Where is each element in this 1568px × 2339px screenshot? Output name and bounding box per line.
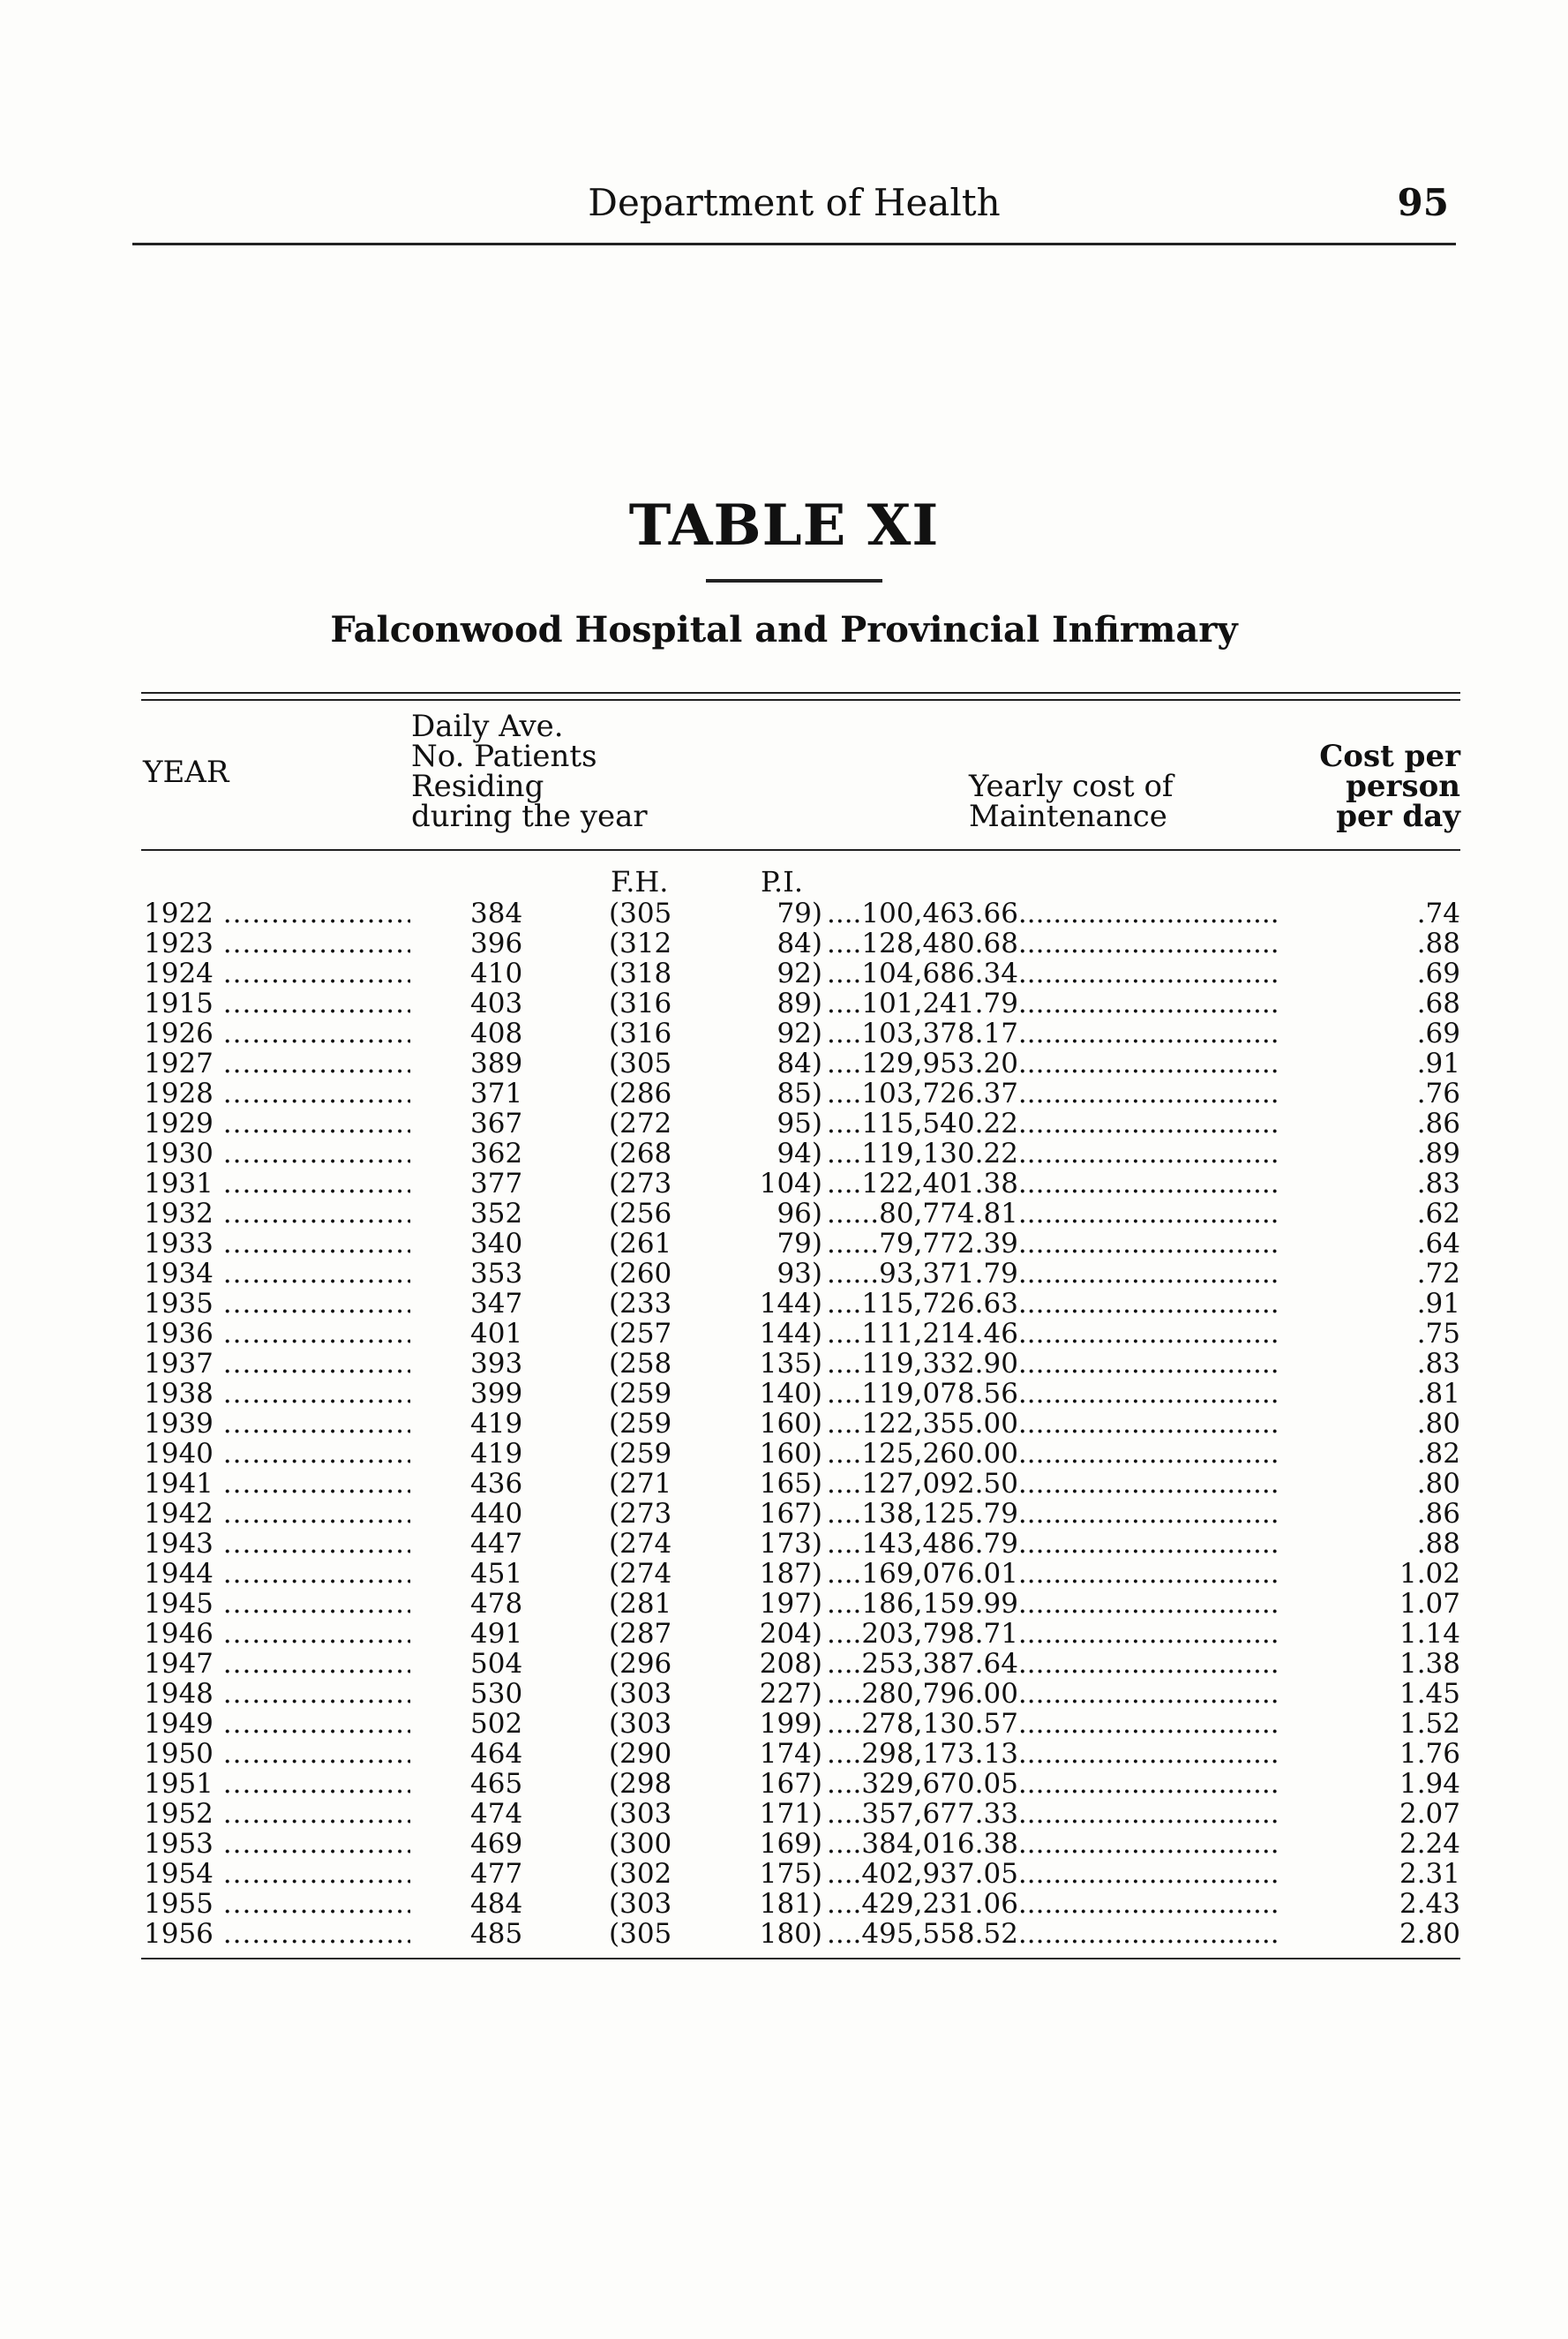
- patients-cell: 347: [470, 1288, 523, 1320]
- header-cost-per-person-line-1: Cost per: [1319, 739, 1460, 774]
- cost-per-day-cell: .76: [1416, 1078, 1460, 1109]
- year-cell: 1932 .....: [144, 1199, 410, 1229]
- year-cell: 1945 .....: [144, 1589, 410, 1619]
- year-cell: 1929 .....: [144, 1109, 410, 1139]
- table-row: [0, 1889, 1568, 1919]
- patients-cell: 408: [470, 1018, 523, 1049]
- yearly-cost-cell: ....186,159.99..............................: [827, 1589, 1279, 1619]
- pi-cell: 204): [759, 1618, 822, 1650]
- yearly-cost-cell: ....119,078.56..............................: [827, 1379, 1279, 1409]
- year-cell: 1937 .....: [144, 1349, 410, 1379]
- fh-cell: (303: [609, 1798, 672, 1830]
- table-row: [0, 1619, 1568, 1649]
- pi-cell: 135): [759, 1348, 822, 1380]
- fh-cell: (256: [609, 1198, 672, 1230]
- pi-cell: 173): [759, 1528, 822, 1560]
- year-cell: 1954 .....: [144, 1859, 410, 1889]
- fh-cell: (261: [609, 1228, 672, 1260]
- cost-per-day-cell: 2.24: [1399, 1828, 1460, 1860]
- fh-cell: (281: [609, 1588, 672, 1620]
- table-row: [0, 1409, 1568, 1439]
- pi-cell: 94): [776, 1138, 822, 1170]
- yearly-cost-cell: ....402,937.05..............................: [827, 1859, 1279, 1889]
- table-row: [0, 1499, 1568, 1529]
- patients-cell: 451: [470, 1558, 523, 1590]
- cost-per-day-cell: .80: [1416, 1468, 1460, 1500]
- cost-per-day-cell: .75: [1416, 1318, 1460, 1350]
- pi-cell: 160): [759, 1438, 822, 1470]
- pi-cell: 92): [776, 1018, 822, 1049]
- pi-cell: 96): [776, 1198, 822, 1230]
- table-row: [0, 1529, 1568, 1559]
- header-daily-line-2: No. Patients: [411, 739, 597, 774]
- pi-cell: 144): [759, 1288, 822, 1320]
- header-rule-bottom: [141, 849, 1460, 851]
- cost-per-day-cell: 1.45: [1399, 1678, 1460, 1710]
- table-row: [0, 1709, 1568, 1739]
- patients-cell: 484: [470, 1888, 523, 1920]
- patients-cell: 477: [470, 1858, 523, 1890]
- fh-cell: (273: [609, 1168, 672, 1200]
- pi-cell: 160): [759, 1408, 822, 1440]
- cost-per-day-cell: 1.14: [1399, 1618, 1460, 1650]
- table-row: [0, 1379, 1568, 1409]
- cost-per-day-cell: .81: [1416, 1378, 1460, 1410]
- table-row: [0, 1589, 1568, 1619]
- year-cell: 1923 .....: [144, 929, 410, 959]
- pi-cell: 165): [759, 1468, 822, 1500]
- pi-cell: 85): [776, 1078, 822, 1109]
- yearly-cost-cell: ....111,214.46..............................: [827, 1319, 1279, 1349]
- table-row: [0, 989, 1568, 1019]
- table-row: [0, 1199, 1568, 1229]
- table-row: [0, 1919, 1568, 1949]
- table-row: [0, 1739, 1568, 1769]
- cost-per-day-cell: .74: [1416, 898, 1460, 929]
- header-yearly-cost-line-2: Maintenance: [969, 799, 1167, 834]
- patients-cell: 371: [470, 1078, 523, 1109]
- yearly-cost-cell: ....169,076.01..............................: [827, 1559, 1279, 1589]
- year-cell: 1953 .....: [144, 1829, 410, 1859]
- table-row: [0, 1139, 1568, 1169]
- table-rule-bottom: [141, 1958, 1460, 1959]
- fh-cell: (273: [609, 1498, 672, 1530]
- year-cell: 1935 .....: [144, 1289, 410, 1319]
- patients-cell: 465: [470, 1768, 523, 1800]
- fh-cell: (233: [609, 1288, 672, 1320]
- yearly-cost-cell: ....128,480.68..............................: [827, 929, 1279, 959]
- fh-cell: (305: [609, 898, 672, 929]
- patients-cell: 474: [470, 1798, 523, 1830]
- year-cell: 1931 .....: [144, 1169, 410, 1199]
- year-cell: 1955 .....: [144, 1889, 410, 1919]
- patients-cell: 362: [470, 1138, 523, 1170]
- patients-cell: 401: [470, 1318, 523, 1350]
- patients-cell: 367: [470, 1108, 523, 1139]
- pi-cell: 227): [759, 1678, 822, 1710]
- yearly-cost-cell: ....129,953.20..............................: [827, 1049, 1279, 1079]
- fh-cell: (303: [609, 1888, 672, 1920]
- running-head-title: Department of Health: [588, 181, 1001, 224]
- yearly-cost-cell: ....104,686.34..............................: [827, 959, 1279, 989]
- year-cell: 1938 .....: [144, 1379, 410, 1409]
- pi-cell: 92): [776, 958, 822, 989]
- yearly-cost-cell: ....384,016.38..............................: [827, 1829, 1279, 1859]
- year-cell: 1936 .....: [144, 1319, 410, 1349]
- yearly-cost-cell: ....103,378.17..............................: [827, 1019, 1279, 1049]
- fh-cell: (302: [609, 1858, 672, 1890]
- patients-cell: 464: [470, 1738, 523, 1770]
- table-row: [0, 1019, 1568, 1049]
- year-cell: 1950 .....: [144, 1739, 410, 1769]
- header-year: YEAR: [143, 755, 229, 790]
- yearly-cost-cell: ....103,726.37..............................: [827, 1079, 1279, 1109]
- fh-cell: (300: [609, 1828, 672, 1860]
- patients-cell: 502: [470, 1708, 523, 1740]
- cost-per-day-cell: 1.38: [1399, 1648, 1460, 1680]
- yearly-cost-cell: ....429,231.06..............................: [827, 1889, 1279, 1919]
- fh-cell: (271: [609, 1468, 672, 1500]
- header-daily-line-1: Daily Ave.: [411, 709, 564, 744]
- yearly-cost-cell: ......79,772.39..............................: [827, 1229, 1279, 1259]
- patients-cell: 403: [470, 988, 523, 1019]
- table-row: [0, 1649, 1568, 1679]
- table-row: [0, 959, 1568, 989]
- table-row: [0, 899, 1568, 929]
- year-cell: 1943 .....: [144, 1529, 410, 1559]
- cost-per-day-cell: .86: [1416, 1108, 1460, 1139]
- yearly-cost-cell: ....278,130.57..............................: [827, 1709, 1279, 1739]
- table-row: [0, 1319, 1568, 1349]
- fh-cell: (286: [609, 1078, 672, 1109]
- table-row: [0, 1049, 1568, 1079]
- cost-per-day-cell: .68: [1416, 988, 1460, 1019]
- patients-cell: 340: [470, 1228, 523, 1260]
- pi-cell: 171): [759, 1798, 822, 1830]
- fh-cell: (259: [609, 1438, 672, 1470]
- cost-per-day-cell: .86: [1416, 1498, 1460, 1530]
- cost-per-day-cell: 1.76: [1399, 1738, 1460, 1770]
- fh-cell: (258: [609, 1348, 672, 1380]
- cost-per-day-cell: 1.52: [1399, 1708, 1460, 1740]
- fh-cell: (274: [609, 1528, 672, 1560]
- cost-per-day-cell: 1.02: [1399, 1558, 1460, 1590]
- year-cell: 1926 .....: [144, 1019, 410, 1049]
- year-cell: 1941 .....: [144, 1469, 410, 1499]
- yearly-cost-cell: ....329,670.05..............................: [827, 1769, 1279, 1799]
- yearly-cost-cell: ....122,401.38..............................: [827, 1169, 1279, 1199]
- pi-cell: 144): [759, 1318, 822, 1350]
- patients-cell: 440: [470, 1498, 523, 1530]
- pi-cell: 104): [759, 1168, 822, 1200]
- cost-per-day-cell: .82: [1416, 1438, 1460, 1470]
- fh-cell: (318: [609, 958, 672, 989]
- fh-cell: (303: [609, 1708, 672, 1740]
- yearly-cost-cell: ....119,332.90..............................: [827, 1349, 1279, 1379]
- cost-per-day-cell: .91: [1416, 1048, 1460, 1079]
- pi-cell: 140): [759, 1378, 822, 1410]
- subheader-pi: P.I.: [761, 865, 804, 899]
- patients-cell: 410: [470, 958, 523, 989]
- patients-cell: 485: [470, 1918, 523, 1950]
- header-daily-line-3: Residing: [411, 769, 544, 804]
- yearly-cost-cell: ....115,726.63..............................: [827, 1289, 1279, 1319]
- year-cell: 1930 .....: [144, 1139, 410, 1169]
- yearly-cost-cell: ....127,092.50..............................: [827, 1469, 1279, 1499]
- patients-cell: 491: [470, 1618, 523, 1650]
- pi-cell: 169): [759, 1828, 822, 1860]
- header-cost-per-person-line-2: person: [1346, 769, 1460, 804]
- header-cost-per-person-line-3: per day: [1336, 799, 1460, 834]
- yearly-cost-cell: ....115,540.22..............................: [827, 1109, 1279, 1139]
- pi-cell: 197): [759, 1588, 822, 1620]
- patients-cell: 419: [470, 1438, 523, 1470]
- fh-cell: (296: [609, 1648, 672, 1680]
- cost-per-day-cell: 2.80: [1399, 1918, 1460, 1950]
- patients-cell: 389: [470, 1048, 523, 1079]
- cost-per-day-cell: 2.43: [1399, 1888, 1460, 1920]
- year-cell: 1922 .....: [144, 899, 410, 929]
- patients-cell: 504: [470, 1648, 523, 1680]
- patients-cell: 353: [470, 1258, 523, 1290]
- patients-cell: 530: [470, 1678, 523, 1710]
- cost-per-day-cell: 1.94: [1399, 1768, 1460, 1800]
- patients-cell: 377: [470, 1168, 523, 1200]
- year-cell: 1951 .....: [144, 1769, 410, 1799]
- table-row: [0, 1229, 1568, 1259]
- cost-per-day-cell: 2.31: [1399, 1858, 1460, 1890]
- cost-per-day-cell: .64: [1416, 1228, 1460, 1260]
- header-daily-average: [411, 709, 648, 834]
- patients-cell: 399: [470, 1378, 523, 1410]
- year-cell: 1948 .....: [144, 1679, 410, 1709]
- cost-per-day-cell: 1.07: [1399, 1588, 1460, 1620]
- fh-cell: (257: [609, 1318, 672, 1350]
- table-row: [0, 1799, 1568, 1829]
- patients-cell: 419: [470, 1408, 523, 1440]
- table-row: [0, 1259, 1568, 1289]
- cost-per-day-cell: .91: [1416, 1288, 1460, 1320]
- table-title: TABLE XI: [628, 493, 940, 559]
- cost-per-day-cell: .88: [1416, 1528, 1460, 1560]
- page-number: 95: [1397, 181, 1449, 224]
- year-cell: 1942 .....: [144, 1499, 410, 1529]
- yearly-cost-cell: ....100,463.66..............................: [827, 899, 1279, 929]
- table-row: [0, 1679, 1568, 1709]
- pi-cell: 199): [759, 1708, 822, 1740]
- yearly-cost-cell: ....122,355.00..............................: [827, 1409, 1279, 1439]
- yearly-cost-cell: ....101,241.79..............................: [827, 989, 1279, 1019]
- yearly-cost-cell: ......80,774.81..............................: [827, 1199, 1279, 1229]
- fh-cell: (305: [609, 1918, 672, 1950]
- cost-per-day-cell: 2.07: [1399, 1798, 1460, 1830]
- table-row: [0, 1829, 1568, 1859]
- pi-cell: 208): [759, 1648, 822, 1680]
- fh-cell: (298: [609, 1768, 672, 1800]
- year-cell: 1947 .....: [144, 1649, 410, 1679]
- subheader-fh: F.H.: [611, 865, 669, 899]
- fh-cell: (312: [609, 928, 672, 959]
- pi-cell: 167): [759, 1768, 822, 1800]
- year-cell: 1924 .....: [144, 959, 410, 989]
- yearly-cost-cell: ......93,371.79..............................: [827, 1259, 1279, 1289]
- cost-per-day-cell: .72: [1416, 1258, 1460, 1290]
- yearly-cost-cell: ....125,260.00..............................: [827, 1439, 1279, 1469]
- fh-cell: (259: [609, 1378, 672, 1410]
- fh-cell: (287: [609, 1618, 672, 1650]
- table-row: [0, 1859, 1568, 1889]
- table-subtitle: Falconwood Hospital and Provincial Infirmary: [330, 609, 1238, 651]
- title-rule: [706, 579, 882, 583]
- pi-cell: 187): [759, 1558, 822, 1590]
- header-rule-top-second: [141, 699, 1460, 701]
- fh-cell: (268: [609, 1138, 672, 1170]
- yearly-cost-cell: ....280,796.00..............................: [827, 1679, 1279, 1709]
- pi-cell: 79): [776, 898, 822, 929]
- pi-cell: 175): [759, 1858, 822, 1890]
- pi-cell: 174): [759, 1738, 822, 1770]
- fh-cell: (260: [609, 1258, 672, 1290]
- pi-cell: 95): [776, 1108, 822, 1139]
- cost-per-day-cell: .88: [1416, 928, 1460, 959]
- fh-cell: (316: [609, 1018, 672, 1049]
- table-row: [0, 1559, 1568, 1589]
- header-yearly-cost-line-1: Yearly cost of: [969, 769, 1174, 804]
- yearly-cost-cell: ....203,798.71..............................: [827, 1619, 1279, 1649]
- patients-cell: 478: [470, 1588, 523, 1620]
- running-head: [132, 181, 1456, 245]
- yearly-cost-cell: ....298,173.13..............................: [827, 1739, 1279, 1769]
- cost-per-day-cell: .69: [1416, 958, 1460, 989]
- yearly-cost-cell: ....495,558.52..............................: [827, 1919, 1279, 1949]
- pi-cell: 180): [759, 1918, 822, 1950]
- yearly-cost-cell: ....143,486.79..............................: [827, 1529, 1279, 1559]
- table-row: [0, 1169, 1568, 1199]
- year-cell: 1915 .....: [144, 989, 410, 1019]
- year-cell: 1946 .....: [144, 1619, 410, 1649]
- cost-per-day-cell: .89: [1416, 1138, 1460, 1170]
- table-row: [0, 1769, 1568, 1799]
- table-row: [0, 1469, 1568, 1499]
- yearly-cost-cell: ....119,130.22..............................: [827, 1139, 1279, 1169]
- table-row: [0, 1079, 1568, 1109]
- year-cell: 1934 .....: [144, 1259, 410, 1289]
- patients-cell: 352: [470, 1198, 523, 1230]
- year-cell: 1933 .....: [144, 1229, 410, 1259]
- pi-cell: 93): [776, 1258, 822, 1290]
- pi-cell: 84): [776, 1048, 822, 1079]
- cost-per-day-cell: .83: [1416, 1168, 1460, 1200]
- patients-cell: 384: [470, 898, 523, 929]
- pi-cell: 79): [776, 1228, 822, 1260]
- yearly-cost-cell: ....253,387.64..............................: [827, 1649, 1279, 1679]
- fh-cell: (274: [609, 1558, 672, 1590]
- year-cell: 1944 .....: [144, 1559, 410, 1589]
- year-cell: 1928 .....: [144, 1079, 410, 1109]
- patients-cell: 393: [470, 1348, 523, 1380]
- header-rule-top: [141, 692, 1460, 694]
- table-row: [0, 1439, 1568, 1469]
- fh-cell: (272: [609, 1108, 672, 1139]
- fh-cell: (259: [609, 1408, 672, 1440]
- table-row: [0, 1109, 1568, 1139]
- fh-cell: (290: [609, 1738, 672, 1770]
- pi-cell: 181): [759, 1888, 822, 1920]
- header-cost-per-person: [1310, 739, 1460, 834]
- fh-cell: (305: [609, 1048, 672, 1079]
- year-cell: 1949 .....: [144, 1709, 410, 1739]
- cost-per-day-cell: .62: [1416, 1198, 1460, 1230]
- table-row: [0, 1349, 1568, 1379]
- pi-cell: 84): [776, 928, 822, 959]
- cost-per-day-cell: .80: [1416, 1408, 1460, 1440]
- year-cell: 1927 .....: [144, 1049, 410, 1079]
- table-body: [0, 899, 1568, 1949]
- yearly-cost-cell: ....357,677.33..............................: [827, 1799, 1279, 1829]
- table-row: [0, 929, 1568, 959]
- patients-cell: 469: [470, 1828, 523, 1860]
- year-cell: 1940 .....: [144, 1439, 410, 1469]
- header-yearly-cost: [969, 769, 1174, 834]
- patients-cell: 436: [470, 1468, 523, 1500]
- year-cell: 1952 .....: [144, 1799, 410, 1829]
- fh-cell: (303: [609, 1678, 672, 1710]
- patients-cell: 447: [470, 1528, 523, 1560]
- patients-cell: 396: [470, 928, 523, 959]
- table-row: [0, 1289, 1568, 1319]
- cost-per-day-cell: .83: [1416, 1348, 1460, 1380]
- pi-cell: 167): [759, 1498, 822, 1530]
- fh-cell: (316: [609, 988, 672, 1019]
- yearly-cost-cell: ....138,125.79..............................: [827, 1499, 1279, 1529]
- cost-per-day-cell: .69: [1416, 1018, 1460, 1049]
- pi-cell: 89): [776, 988, 822, 1019]
- year-cell: 1939 .....: [144, 1409, 410, 1439]
- header-daily-line-4: during the year: [411, 799, 648, 834]
- year-cell: 1956 .....: [144, 1919, 410, 1949]
